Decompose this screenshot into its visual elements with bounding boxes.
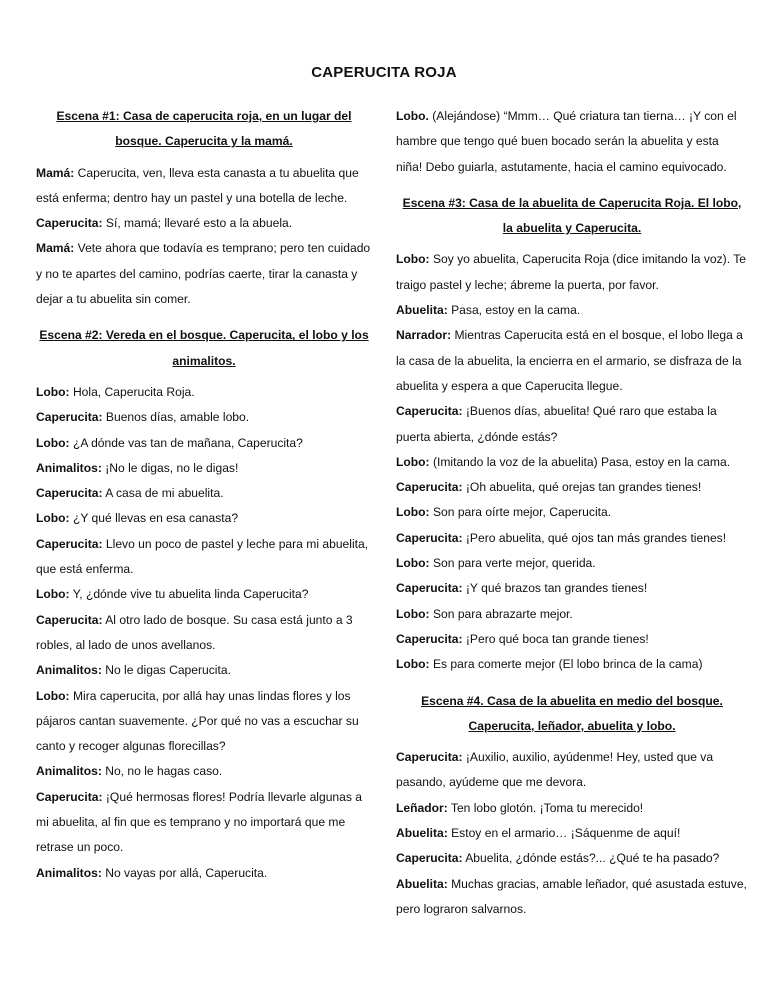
dialogue-text: Es para comerte mejor (El lobo brinca de la cama) (429, 657, 703, 672)
dialogue-line (396, 399, 748, 450)
dialogue-text: Muchas gracias, amable leñador, qué asustada estuve, pero lograron salvarnos. (396, 876, 747, 916)
dialogue-text: Al otro lado de bosque. Su casa está junto a 3 robles, al lado de unos avellanos. (36, 612, 353, 652)
dialogue-line (36, 658, 372, 683)
dialogue-text: Mientras Caperucita está en el bosque, el lobo llega a la casa de la abuelita, la encierra en el armario, se disfraza de la abuelita y espera a que Caperucita llegue. (396, 328, 743, 393)
speaker-name: Caperucita: (36, 216, 103, 231)
dialogue-line (36, 684, 372, 760)
speaker-name: Caperucita: (396, 530, 463, 545)
dialogue-text: ¡Oh abuelita, qué orejas tan grandes tienes! (462, 480, 702, 495)
dialogue-line (36, 785, 372, 861)
dialogue-text: No le digas Caperucita. (101, 663, 231, 678)
dialogue-line (396, 551, 748, 576)
dialogue-line (36, 161, 372, 212)
dialogue-line (396, 627, 748, 652)
dialogue-line (396, 104, 748, 180)
speaker-name: Lobo: (396, 252, 430, 267)
dialogue-line (396, 652, 748, 677)
dialogue-line (36, 380, 372, 405)
speaker-name: Abuelita: (396, 876, 448, 891)
dialogue-line (396, 526, 748, 551)
dialogue-line (396, 475, 748, 500)
dialogue-text: ¿A dónde vas tan de mañana, Caperucita? (69, 435, 303, 450)
dialogue-text: Buenos días, amable lobo. (102, 410, 250, 425)
dialogue-text: ¡Auxilio, auxilio, ayúdenme! Hey, usted que va pasando, ayúdeme que me devora. (396, 750, 714, 790)
speaker-name: Caperucita: (396, 631, 463, 646)
dialogue-line (36, 456, 372, 481)
speaker-name: Lobo: (36, 511, 70, 526)
dialogue-line (36, 582, 372, 607)
speaker-name: Abuelita: (396, 303, 448, 318)
dialogue-text: ¡Y qué brazos tan grandes tienes! (462, 581, 648, 596)
speaker-name: Lobo. (396, 109, 429, 123)
dialogue-text: Llevo un poco de pastel y leche para mi abuelita, que está enferma. (36, 536, 369, 577)
speaker-name: Lobo: (396, 657, 430, 672)
speaker-name: Caperucita: (396, 480, 463, 495)
dialogue-text: Pasa, estoy en la cama. (447, 303, 581, 318)
dialogue-text: ¡Buenos días, abuelita! Qué raro que estaba la puerta abierta, ¿dónde estás? (396, 404, 717, 444)
dialogue-line (396, 323, 748, 399)
dialogue-text: ¡No le digas, no le digas! (101, 460, 239, 475)
dialogue-line (396, 247, 748, 298)
speaker-name: Abuelita: (396, 826, 448, 841)
dialogue-line (36, 431, 372, 456)
speaker-name: Caperucita: (36, 612, 103, 627)
right-column (396, 104, 748, 922)
dialogue-text: (Alejándose) “Mmm… Qué criatura tan tierna… ¡Y con el hambre que tengo qué buen bocado serán la abuelita y esta niña! Debo guiarla, astutamente, hacia el camino equivocado. (396, 109, 737, 174)
dialogue-text: Ten lobo glotón. ¡Toma tu merecido! (447, 800, 644, 815)
speaker-name: Animalitos: (36, 865, 102, 880)
dialogue-line (396, 872, 748, 923)
dialogue-text: Mira caperucita, por allá hay unas lindas flores y los pájaros cantan suavemente. ¿Por qué no vas a escuchar su canto y recoger algunas florecillas? (36, 688, 359, 754)
scene-heading: Escena #1: Casa de caperucita roja, en un lugar del bosque. Caperucita y la mamá. (56, 109, 352, 149)
dialogue-text: (Imitando la voz de la abuelita) Pasa, estoy en la cama. (429, 454, 731, 469)
speaker-name: Animalitos: (36, 764, 102, 779)
speaker-name: Caperucita: (396, 581, 463, 596)
scene-heading: Escena #4. Casa de la abuelita en medio del bosque. Caperucita, leñador, abuelita y lobo. (421, 693, 723, 733)
speaker-name: Caperucita: (396, 851, 463, 866)
dialogue-text: Soy yo abuelita, Caperucita Roja (dice imitando la voz). Te traigo pastel y leche; ábreme la puerta, por favor. (396, 252, 746, 292)
speaker-name: Lobo: (396, 556, 430, 571)
dialogue-text: No, no le hagas caso. (101, 764, 223, 779)
dialogue-line (36, 211, 372, 236)
dialogue-text: Hola, Caperucita Roja. (69, 384, 195, 399)
dialogue-text: No vayas por allá, Caperucita. (101, 865, 268, 880)
dialogue-text: Caperucita, ven, lleva esta canasta a tu abuelita que está enferma; dentro hay un pastel y una botella de leche. (36, 165, 359, 205)
scene-heading: Escena #3: Casa de la abuelita de Caperucita Roja. El lobo, la abuelita y Caperucita. (402, 195, 742, 236)
speaker-name: Lobo: (396, 505, 430, 520)
speaker-name: Lobo: (36, 688, 70, 703)
paragraph-gap (396, 180, 748, 191)
dialogue-text: Estoy en el armario… ¡Sáquenme de aquí! (447, 826, 681, 841)
speaker-name: Lobo: (396, 454, 430, 469)
speaker-name: Lobo: (36, 587, 70, 602)
speaker-name: Lobo: (36, 384, 70, 399)
dialogue-text: ¡Qué hermosas flores! Podría llevarle algunas a mi abuelita, al fin que es temprano y no importará que me retrase un poco. (36, 789, 363, 855)
dialogue-line (396, 745, 748, 796)
dialogue-line (396, 500, 748, 525)
dialogue-line (36, 532, 372, 583)
speaker-name: Narrador: (396, 328, 452, 343)
paragraph-gap (396, 678, 748, 689)
dialogue-line (396, 450, 748, 475)
dialogue-line (36, 861, 372, 886)
dialogue-line (396, 821, 748, 846)
dialogue-line (36, 481, 372, 506)
dialogue-line (36, 405, 372, 430)
dialogue-line (396, 576, 748, 601)
dialogue-text: ¡Pero qué boca tan grande tienes! (462, 631, 649, 646)
dialogue-text: Sí, mamá; llevaré esto a la abuela. (102, 216, 293, 231)
paragraph-gap (36, 312, 372, 323)
speaker-name: Lobo: (396, 606, 430, 621)
speaker-name: Lobo: (36, 435, 70, 450)
dialogue-text: Abuelita, ¿dónde estás?... ¿Qué te ha pasado? (462, 851, 720, 866)
dialogue-text: ¡Pero abuelita, qué ojos tan más grandes tienes! (462, 530, 727, 545)
speaker-name: Animalitos: (36, 460, 102, 475)
speaker-name: Caperucita: (396, 404, 463, 419)
dialogue-text: Y, ¿dónde vive tu abuelita linda Caperucita? (69, 587, 309, 602)
speaker-name: Caperucita: (36, 486, 103, 501)
speaker-name: Caperucita: (36, 410, 103, 425)
dialogue-text: Son para verte mejor, querida. (429, 556, 596, 571)
speaker-name: Caperucita: (36, 789, 103, 804)
speaker-name: Caperucita: (36, 536, 103, 551)
scene-heading: Escena #2: Vereda en el bosque. Caperucita, el lobo y los animalitos. (39, 328, 369, 368)
dialogue-line (36, 506, 372, 531)
document-title: CAPERUCITA ROJA (311, 64, 457, 81)
left-column (36, 104, 372, 886)
speaker-name: Mamá: (36, 165, 75, 180)
dialogue-text: ¿Y qué llevas en esa canasta? (69, 511, 239, 526)
dialogue-line (36, 759, 372, 784)
dialogue-line (36, 236, 372, 312)
speaker-name: Mamá: (36, 241, 75, 256)
speaker-name: Leñador: (396, 800, 448, 815)
dialogue-line (396, 602, 748, 627)
dialogue-line (396, 796, 748, 821)
dialogue-text: Son para oírte mejor, Caperucita. (429, 505, 612, 520)
dialogue-line (396, 846, 748, 871)
speaker-name: Animalitos: (36, 663, 102, 678)
dialogue-line (396, 298, 748, 323)
dialogue-text: Son para abrazarte mejor. (429, 606, 573, 621)
dialogue-text: A casa de mi abuelita. (102, 486, 224, 501)
speaker-name: Caperucita: (396, 750, 463, 765)
dialogue-line (36, 608, 372, 659)
dialogue-text: Vete ahora que todavía es temprano; pero ten cuidado y no te apartes del camino, podrías caerte, tirar la canasta y dejar a tu abuelita sin comer. (36, 241, 371, 307)
